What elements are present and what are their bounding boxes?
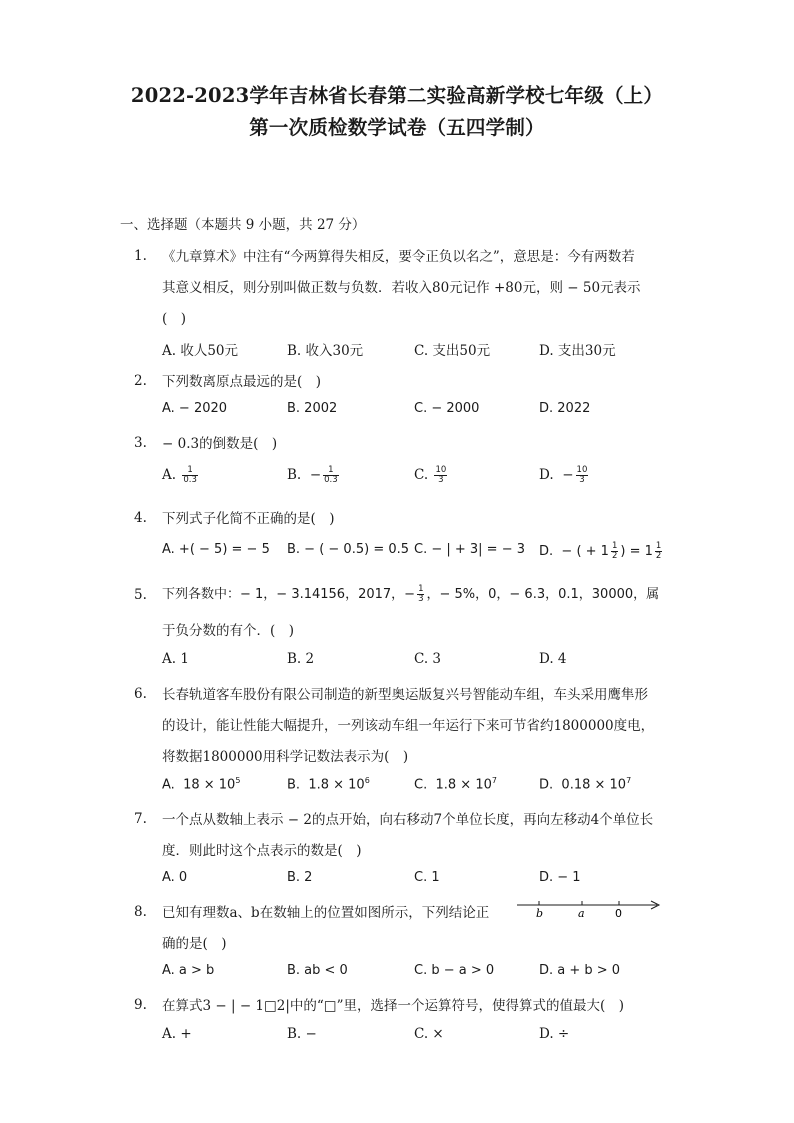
option-d[interactable]: D. 支出30元 [539, 343, 616, 359]
question-text-line: 已知有理数a、b在数轴上的位置如图所示，下列结论正 [162, 905, 490, 921]
option-c[interactable]: C. × [414, 1026, 444, 1042]
label-a: a [578, 907, 585, 920]
option-d[interactable] [539, 542, 664, 561]
option-a[interactable]: A. + [162, 1026, 192, 1042]
fraction [655, 542, 662, 561]
question-text-line: 下列式子化简不正确的是( ) [162, 511, 335, 527]
exponent: 7 [491, 776, 497, 785]
options-row [162, 401, 682, 419]
question-text-line: − 0.3的倒数是( ) [162, 436, 278, 452]
option-d[interactable]: D. a + b > 0 [539, 963, 621, 978]
option-label: B. [287, 777, 301, 793]
question-text-line: 的设计，能让性能大幅提升，一列该动车组一年运行下来可节省约1800000度电， [162, 718, 655, 734]
option-a[interactable]: A. a > b [162, 963, 215, 978]
option-sign: − [309, 467, 322, 483]
label-b: b [536, 907, 544, 920]
fraction-denominator: 2 [611, 551, 618, 561]
fraction-numerator: 1 [655, 541, 662, 551]
options-row [162, 776, 682, 794]
fraction [611, 542, 618, 561]
option-d[interactable]: D. ÷ [539, 1026, 570, 1042]
option-label: C. [414, 777, 428, 793]
option-c[interactable]: C. − 2000 [414, 401, 480, 416]
fraction-numerator: 1 [323, 466, 339, 476]
text-part: ，− 5%，0，− 6.3，0.1，30000，属 [426, 587, 660, 602]
question-text-line: 《九章算术》中注有“今两算得失相反，要令正负以名之”，意思是：今有两数若 [162, 249, 635, 265]
question-number: 7. [134, 811, 147, 827]
option-label: D. [539, 777, 554, 793]
fraction [323, 466, 339, 485]
option-a[interactable]: A. 0 [162, 870, 188, 885]
question-text-line: 确的是( ) [162, 936, 227, 952]
fraction-denominator: 3 [438, 475, 444, 485]
options-row [162, 963, 682, 981]
option-b[interactable]: B. 2 [287, 651, 315, 667]
fraction-numerator: 10 [435, 465, 447, 475]
question-number: 8. [134, 904, 147, 920]
options-row [162, 870, 682, 888]
question-number: 9. [134, 997, 147, 1013]
number-line-figure [515, 895, 665, 925]
question-text-line: 一个点从数轴上表示 − 2的点开始，向右移动7个单位长度，再向左移动4个单位长 [162, 812, 654, 828]
option-a[interactable] [162, 466, 200, 485]
option-b[interactable]: B. 2002 [287, 401, 338, 416]
option-label: A. [162, 777, 175, 793]
question-text-line: 下列数离原点最远的是( ) [162, 374, 322, 390]
question-text-line: 长春轨道客车股份有限公司制造的新型奥运版复兴号智能动车组，车头采用鹰隼形 [162, 687, 648, 703]
option-label: B. [287, 467, 302, 483]
option-c[interactable] [414, 466, 449, 485]
section-heading: 一、选择题（本题共 9 小题，共 27 分） [120, 217, 366, 233]
option-label: D. [539, 467, 554, 483]
question-text-line: 于负分数的有个．( ) [162, 623, 295, 639]
expression-part: 0.18 × 10 [561, 777, 627, 793]
question-text-line: 其意义相反，则分别叫做正数与负数．若收入80元记作 +80元，则 − 50元表示 [162, 280, 641, 296]
label-zero: 0 [615, 907, 622, 920]
question-number: 6. [134, 686, 147, 702]
option-d[interactable] [539, 776, 631, 792]
question-text-line: ( ) [162, 311, 187, 327]
fraction [417, 585, 424, 604]
fraction-numerator: 1 [418, 584, 424, 594]
exponent: 6 [364, 776, 370, 785]
fraction-denominator: 3 [418, 594, 424, 604]
option-b[interactable]: B. − ( − 0.5) = 0.5 [287, 542, 410, 557]
option-a[interactable]: A. 收人50元 [162, 343, 239, 359]
fraction-numerator: 1 [611, 541, 618, 551]
option-c[interactable]: C. 3 [414, 651, 442, 667]
options-row [162, 466, 682, 484]
option-a[interactable]: A. +( − 5) = − 5 [162, 542, 270, 557]
option-b[interactable]: B. 2 [287, 870, 313, 885]
option-a[interactable] [162, 776, 240, 792]
option-d[interactable]: D. 2022 [539, 401, 591, 416]
question-number: 1. [134, 248, 147, 264]
fraction-denominator: 0.3 [324, 475, 338, 485]
expression-part: 18 × 10 [183, 777, 236, 793]
option-d[interactable]: D. − 1 [539, 870, 581, 885]
option-a[interactable]: A. 1 [162, 651, 189, 667]
option-label: D. [539, 544, 554, 559]
question-text-line [162, 583, 659, 604]
options-row [162, 1026, 682, 1044]
question-text-line: 将数据1800000用科学记数法表示为( ) [162, 749, 409, 765]
option-c[interactable]: C. 1 [414, 870, 440, 885]
fraction [576, 466, 589, 485]
option-c[interactable]: C. 支出50元 [414, 343, 491, 359]
option-a[interactable]: A. − 2020 [162, 401, 228, 416]
question-text-line: 度．则此时这个点表示的数是( ) [162, 843, 362, 859]
option-c[interactable]: C. b − a > 0 [414, 963, 495, 978]
option-b[interactable] [287, 776, 370, 792]
expression-part: − ( + 1 [561, 544, 609, 559]
option-b[interactable]: B. − [287, 1026, 317, 1042]
option-b[interactable] [287, 466, 341, 485]
expression-part: 1.8 × 10 [435, 777, 492, 793]
fraction-denominator: 3 [579, 475, 585, 485]
question-text-line: 在算式3 − | − 1□2|中的“□”里，选择一个运算符号，使得算式的值最大( ) [162, 998, 624, 1014]
fraction-denominator: 2 [655, 551, 662, 561]
fraction-numerator: 10 [576, 465, 588, 475]
option-sign: − [562, 467, 574, 483]
option-b[interactable]: B. ab < 0 [287, 963, 348, 978]
option-c[interactable] [414, 776, 497, 792]
options-row [162, 651, 682, 669]
option-label: C. [414, 467, 429, 483]
exam-title-line1: 2022-2023学年吉林省长春第二实验高新学校七年级（上） [130, 84, 664, 107]
fraction [434, 466, 447, 485]
options-row [162, 339, 682, 357]
question-number: 2. [134, 373, 147, 389]
option-c[interactable]: C. − | + 3| = − 3 [414, 542, 526, 557]
fraction-denominator: 0.3 [183, 475, 197, 485]
option-label: A. [162, 467, 177, 483]
question-number: 4. [134, 510, 147, 526]
exponent: 7 [626, 776, 632, 785]
question-number: 3. [134, 435, 147, 451]
expression-part: 1.8 × 10 [308, 777, 365, 793]
text-part: 下列各数中：− 1，− 3.14156，2017，− [162, 587, 416, 602]
exam-title-line2: 第一次质检数学试卷（五四学制） [249, 116, 545, 139]
exponent: 5 [235, 776, 241, 785]
options-row [162, 542, 682, 560]
expression-part: ) = 1 [620, 544, 653, 559]
option-b[interactable]: B. 收入30元 [287, 343, 364, 359]
option-d[interactable] [539, 466, 590, 485]
fraction [182, 466, 198, 485]
fraction-numerator: 1 [182, 466, 198, 476]
question-number: 5. [134, 587, 147, 603]
option-d[interactable]: D. 4 [539, 651, 567, 667]
